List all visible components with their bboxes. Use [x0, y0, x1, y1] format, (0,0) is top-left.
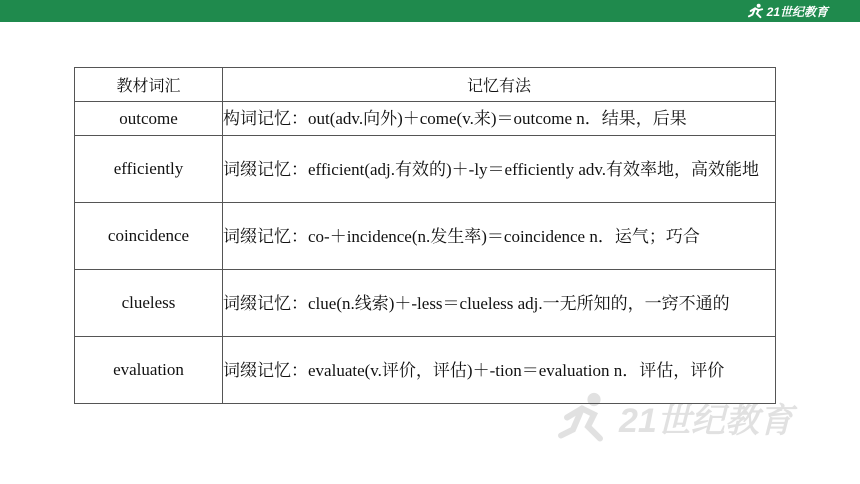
- vocabulary-table: [74, 67, 776, 404]
- vocab-word: clueless: [75, 270, 223, 337]
- memory-tip: 词缀记忆：evaluate(v.评价，评估)＋-tion＝evaluation n．评估，评价: [223, 337, 776, 404]
- vocab-word: outcome: [75, 102, 223, 136]
- vocab-word: evaluation: [75, 337, 223, 404]
- table-row: [75, 270, 776, 337]
- table-row: [75, 136, 776, 203]
- memory-tip: 词缀记忆：clue(n.线索)＋-less＝clueless adj.一无所知的，一窍不通的: [223, 270, 776, 337]
- memory-tip: 构词记忆：out(adv.向外)＋come(v.来)＝outcome n．结果，后果: [223, 102, 776, 136]
- vocab-word: coincidence: [75, 203, 223, 270]
- column-header-word: 教材词汇: [75, 68, 223, 102]
- brand-text: 21世纪教育: [766, 4, 828, 19]
- table-row: [75, 337, 776, 404]
- watermark-text: 21世纪教育: [619, 401, 793, 440]
- column-header-tip: 记忆有法: [223, 68, 776, 102]
- brand-logo: [747, 2, 828, 20]
- memory-tip: 词缀记忆：co-＋incidence(n.发生率)＝coincidence n．运气；巧合: [223, 203, 776, 270]
- table-header-row: [75, 68, 776, 102]
- table-row: [75, 203, 776, 270]
- vocab-word: efficiently: [75, 136, 223, 203]
- running-figure-icon: [747, 3, 765, 19]
- table-row: [75, 102, 776, 136]
- memory-tip: 词缀记忆：efficient(adj.有效的)＋-ly＝efficiently adv.有效率地，高效能地: [223, 136, 776, 203]
- top-banner: [0, 0, 860, 22]
